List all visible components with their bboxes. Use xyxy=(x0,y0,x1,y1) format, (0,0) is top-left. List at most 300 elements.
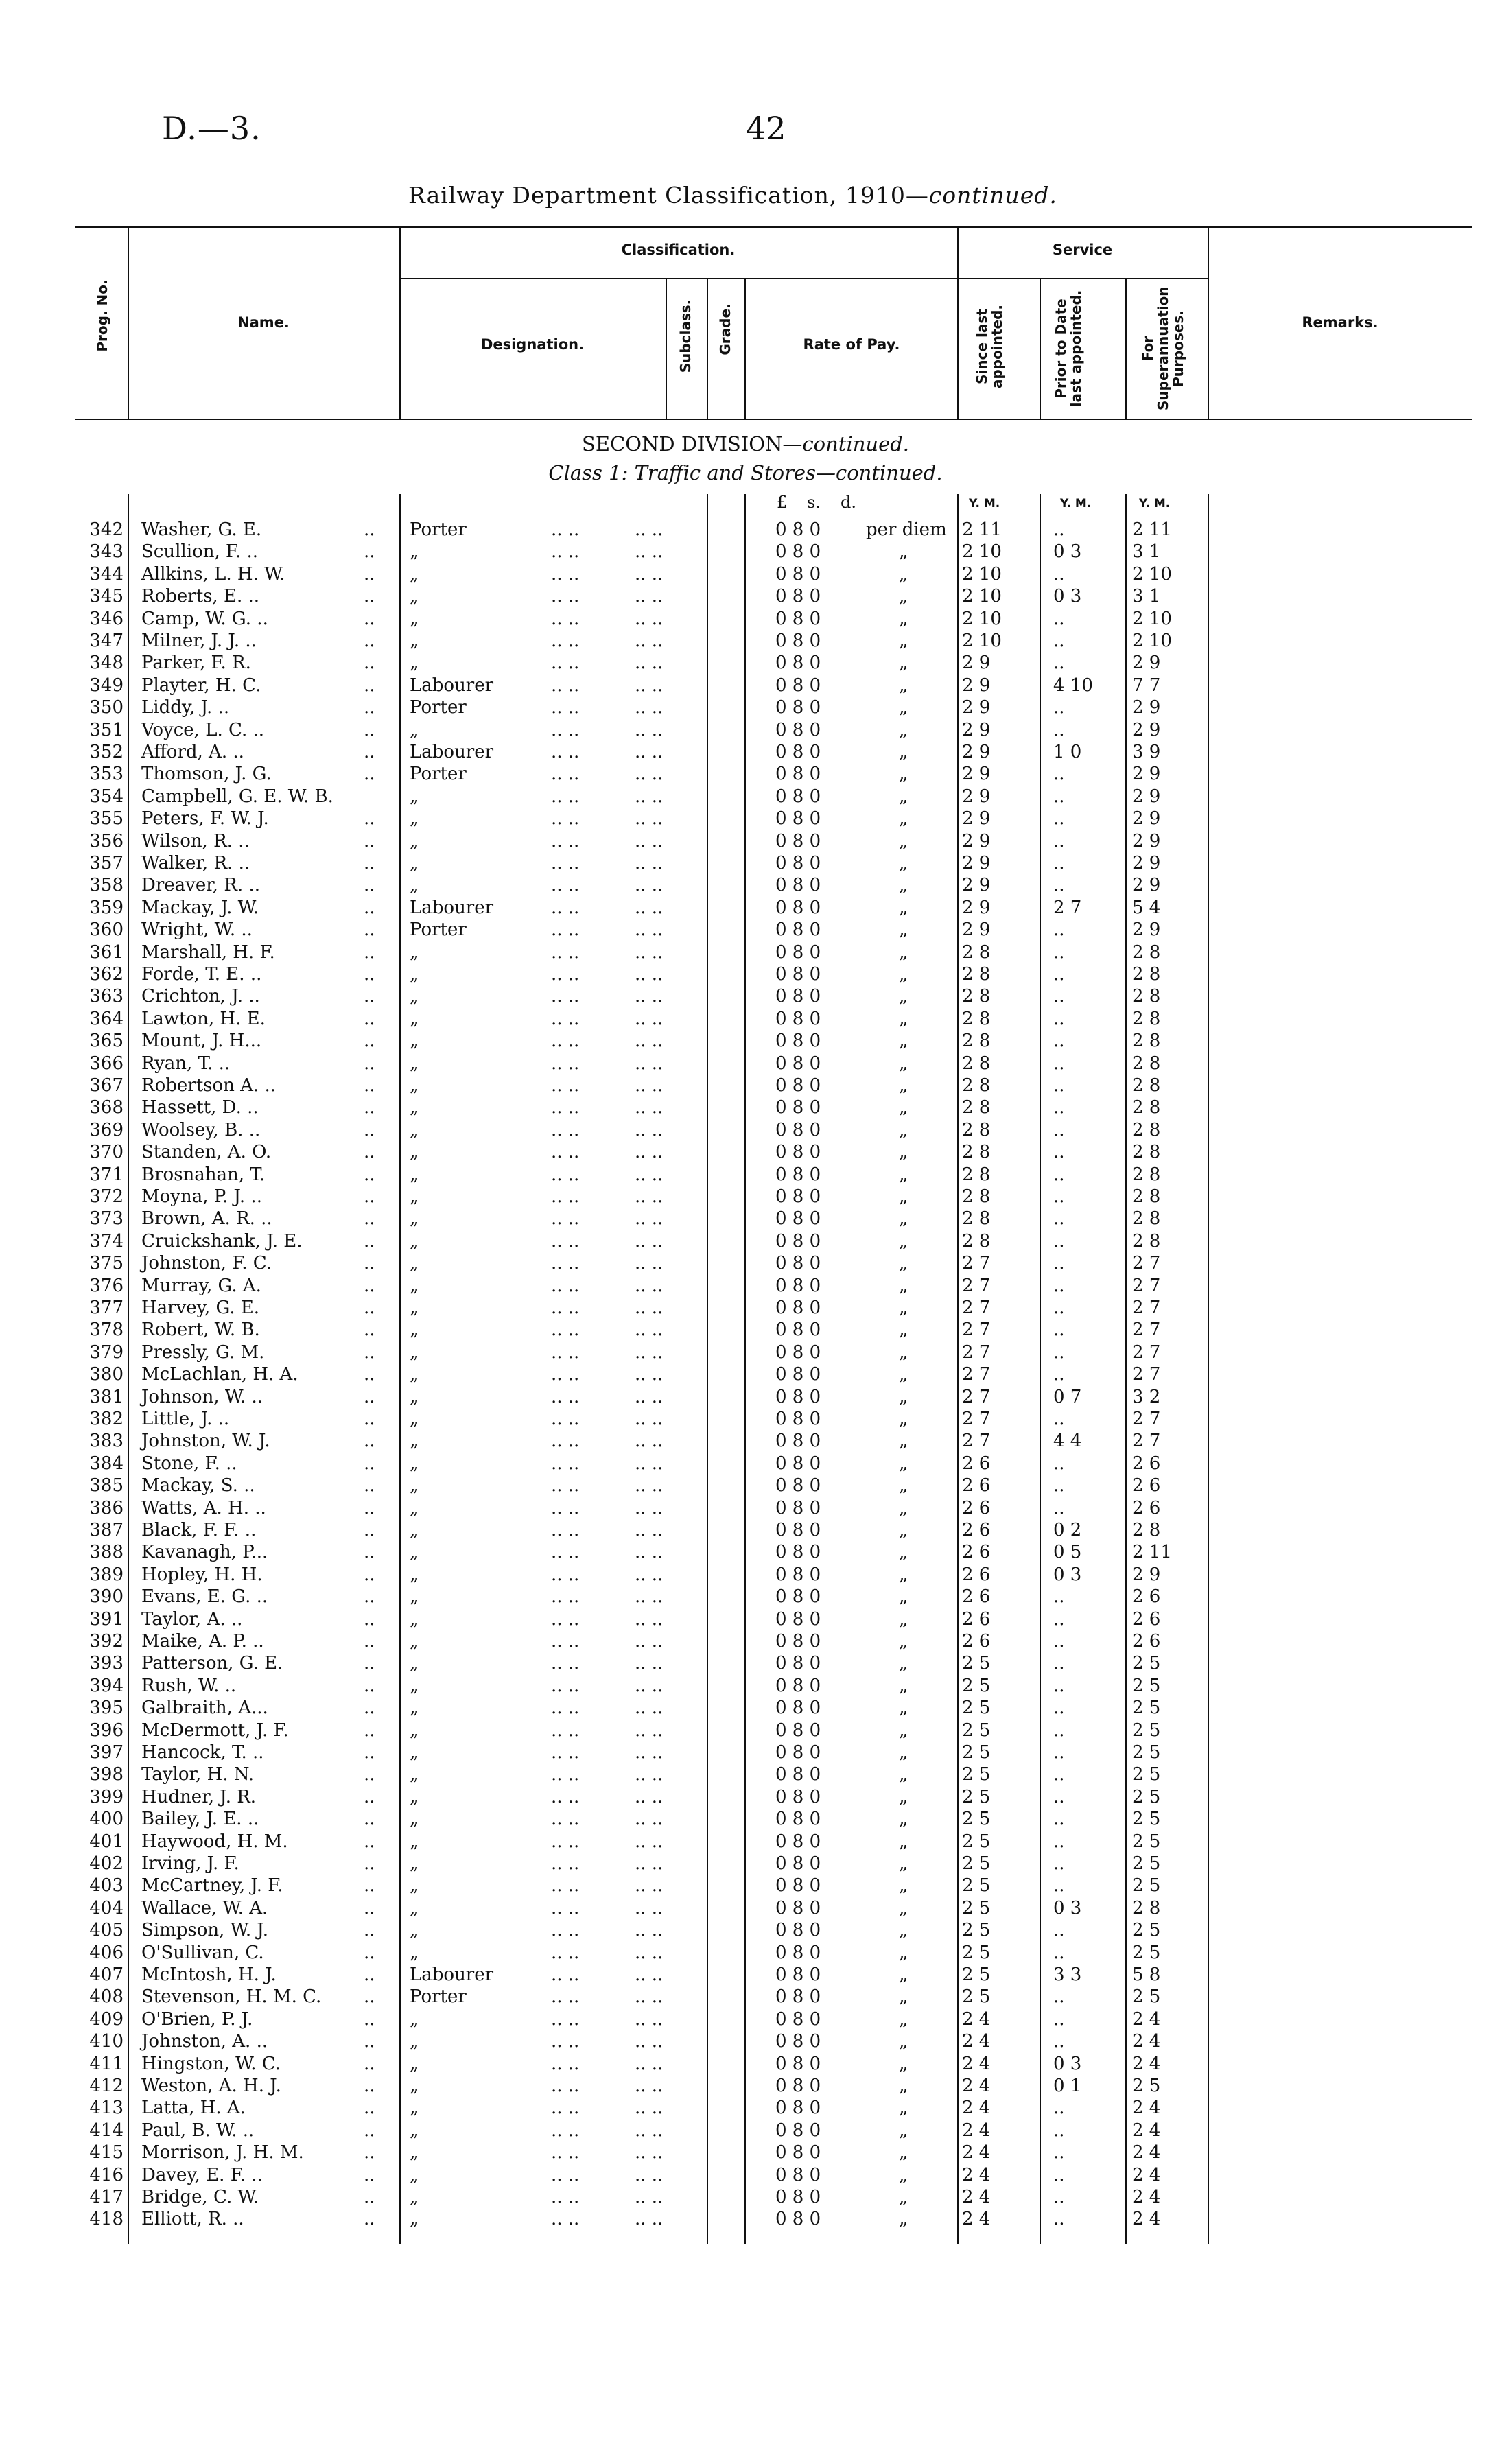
leader-dots: .. xyxy=(364,2142,375,2163)
rate-of-pay: 0 8 0 xyxy=(775,830,821,852)
leader-dots: .. .. xyxy=(551,2076,580,2096)
staff-name: Wallace, W. A. xyxy=(141,1897,268,1919)
service-superannuation: 2 8 xyxy=(1132,941,1161,963)
leader-dots: .. .. xyxy=(551,1431,580,1452)
service-prior: .. xyxy=(1053,1409,1065,1429)
rate-of-pay: 0 8 0 xyxy=(775,541,821,563)
rate-of-pay: 0 8 0 xyxy=(775,986,821,1007)
service-superannuation: 2 8 xyxy=(1132,1164,1161,1185)
leader-dots: .. xyxy=(364,541,375,563)
table-row xyxy=(0,1230,1491,1253)
service-since-appointed: 2 10 xyxy=(962,586,1002,607)
rate-of-pay: 0 8 0 xyxy=(775,1431,821,1452)
prog-no: 405 xyxy=(89,1920,124,1941)
service-since-appointed: 2 8 xyxy=(962,1097,991,1118)
pay-period: „ xyxy=(899,2076,908,2096)
staff-name: Johnston, W. J. xyxy=(141,1431,270,1452)
leader-dots: .. xyxy=(364,608,375,629)
service-prior: .. xyxy=(1053,853,1065,873)
prog-no: 366 xyxy=(89,1053,124,1074)
pay-period: per diem xyxy=(866,519,947,540)
table-row xyxy=(0,1096,1491,1119)
service-prior: .. xyxy=(1053,1675,1065,1696)
rate-of-pay: 0 8 0 xyxy=(775,2187,821,2207)
rate-of-pay: 0 8 0 xyxy=(775,1364,821,1385)
service-superannuation: 2 5 xyxy=(1132,1875,1161,1897)
service-since-appointed: 2 9 xyxy=(962,697,991,718)
table-row xyxy=(0,1275,1491,1298)
prog-no: 369 xyxy=(89,1119,124,1140)
leader-dots: .. .. xyxy=(551,1542,580,1563)
title-main: Railway Department Classification, 1910— xyxy=(408,182,929,209)
pay-period: „ xyxy=(899,1675,908,1696)
leader-dots: .. xyxy=(364,1497,375,1518)
service-prior: .. xyxy=(1053,1275,1065,1296)
designation: „ xyxy=(410,1653,419,1674)
staff-name: Washer, G. E. xyxy=(141,519,262,540)
leader-dots: .. .. xyxy=(551,563,580,585)
prog-no: 410 xyxy=(89,2031,124,2052)
staff-name: Voyce, L. C. .. xyxy=(141,719,265,740)
staff-name: Woolsey, B. .. xyxy=(141,1119,261,1140)
pay-period: „ xyxy=(899,1786,908,1807)
table-row xyxy=(0,652,1491,674)
service-since-appointed: 2 4 xyxy=(962,2053,991,2074)
service-prior: 0 1 xyxy=(1053,2076,1082,2096)
leader-dots: .. xyxy=(364,897,375,918)
leader-dots: .. .. xyxy=(551,1164,580,1185)
service-superannuation: 2 4 xyxy=(1132,2142,1161,2163)
leader-dots: .. .. xyxy=(635,2031,664,2052)
rate-of-pay: 0 8 0 xyxy=(775,1386,821,1407)
prog-no: 346 xyxy=(89,608,124,629)
table-row xyxy=(0,1986,1491,2008)
table-row xyxy=(0,1630,1491,1653)
designation: „ xyxy=(410,1920,419,1941)
service-since-appointed: 2 7 xyxy=(962,1431,991,1452)
service-since-appointed: 2 8 xyxy=(962,1031,991,1052)
designation: „ xyxy=(410,1097,419,1118)
leader-dots: .. .. xyxy=(551,541,580,563)
staff-name: Maike, A. P. .. xyxy=(141,1631,264,1652)
leader-dots: .. .. xyxy=(551,631,580,651)
service-since-appointed: 2 6 xyxy=(962,1453,991,1474)
header-bottom-rule xyxy=(75,419,1472,420)
prog-no: 372 xyxy=(89,1186,124,1207)
service-superannuation: 2 9 xyxy=(1132,875,1161,896)
prog-no: 394 xyxy=(89,1675,124,1696)
service-superannuation: 2 8 xyxy=(1132,1097,1161,1118)
leader-dots: .. xyxy=(364,2120,375,2141)
designation: „ xyxy=(410,1386,419,1407)
leader-dots: .. .. xyxy=(551,941,580,963)
service-since-appointed: 2 8 xyxy=(962,1053,991,1074)
service-since-appointed: 2 5 xyxy=(962,1698,991,1719)
pay-period: „ xyxy=(899,1075,908,1096)
table-row xyxy=(0,2008,1491,2031)
designation: Porter xyxy=(410,919,467,941)
leader-dots: .. .. xyxy=(635,519,664,540)
table-row xyxy=(0,1408,1491,1431)
table-row xyxy=(0,2208,1491,2231)
table-row xyxy=(0,1608,1491,1631)
service-since-appointed: 2 5 xyxy=(962,1675,991,1696)
designation: „ xyxy=(410,1586,419,1608)
pay-period: „ xyxy=(899,853,908,873)
table-row xyxy=(0,874,1491,897)
designation: „ xyxy=(410,1809,419,1830)
table-row xyxy=(0,1497,1491,1520)
leader-dots: .. xyxy=(364,1964,375,1985)
leader-dots: .. .. xyxy=(635,1298,664,1318)
leader-dots: .. .. xyxy=(551,1964,580,1985)
pay-period: „ xyxy=(899,1364,908,1385)
table-row xyxy=(0,1942,1491,1964)
service-prior: .. xyxy=(1053,697,1065,718)
staff-name: Roberts, E. .. xyxy=(141,586,260,607)
service-prior: .. xyxy=(1053,1653,1065,1674)
designation: „ xyxy=(410,1542,419,1563)
leader-dots: .. .. xyxy=(635,719,664,740)
rate-of-pay: 0 8 0 xyxy=(775,1964,821,1985)
designation: „ xyxy=(410,1186,419,1207)
service-superannuation: 2 5 xyxy=(1132,1809,1161,1830)
pay-period: „ xyxy=(899,1764,908,1785)
service-since-appointed: 2 5 xyxy=(962,1720,991,1741)
leader-dots: .. .. xyxy=(551,519,580,540)
service-since-appointed: 2 7 xyxy=(962,1386,991,1407)
service-prior: .. xyxy=(1053,1586,1065,1608)
service-prior: 4 10 xyxy=(1053,674,1093,696)
pay-period: „ xyxy=(899,719,908,740)
leader-dots: .. .. xyxy=(635,1075,664,1096)
table-row xyxy=(0,1652,1491,1675)
leader-dots: .. .. xyxy=(551,2053,580,2074)
rate-of-pay: 0 8 0 xyxy=(775,631,821,651)
staff-name: McIntosh, H. J. xyxy=(141,1964,277,1985)
table-row xyxy=(0,2053,1491,2076)
table-row xyxy=(0,1875,1491,1897)
designation: „ xyxy=(410,2098,419,2119)
designation: „ xyxy=(410,2031,419,2052)
designation: „ xyxy=(410,2053,419,2074)
pay-period: „ xyxy=(899,653,908,674)
rate-of-pay: 0 8 0 xyxy=(775,1653,821,1674)
leader-dots: .. .. xyxy=(551,1186,580,1207)
leader-dots: .. .. xyxy=(551,1742,580,1763)
pay-period: „ xyxy=(899,1142,908,1163)
table-row xyxy=(0,1475,1491,1497)
rate-of-pay: 0 8 0 xyxy=(775,1986,821,2008)
division-text: SECOND DIVISION— xyxy=(581,432,803,456)
staff-name: Parker, F. R. xyxy=(141,653,251,674)
service-prior: .. xyxy=(1053,786,1065,807)
table-row xyxy=(0,630,1491,653)
leader-dots: .. xyxy=(364,2076,375,2096)
prog-no: 413 xyxy=(89,2098,124,2119)
service-prior: .. xyxy=(1053,1920,1065,1941)
leader-dots: .. .. xyxy=(551,2209,580,2230)
leader-dots: .. xyxy=(364,853,375,873)
leader-dots: .. .. xyxy=(551,1564,580,1585)
service-prior: .. xyxy=(1053,1853,1065,1874)
designation: Labourer xyxy=(410,742,494,762)
prog-no: 358 xyxy=(89,875,124,896)
leader-dots: .. xyxy=(364,1853,375,1874)
designation: „ xyxy=(410,541,419,563)
service-since-appointed: 2 4 xyxy=(962,2008,991,2030)
pay-period: „ xyxy=(899,631,908,651)
service-superannuation: 5 8 xyxy=(1132,1964,1161,1985)
service-prior: .. xyxy=(1053,1364,1065,1385)
service-superannuation: 2 8 xyxy=(1132,1186,1161,1207)
rate-of-pay: 0 8 0 xyxy=(775,2209,821,2230)
service-header: Service xyxy=(1052,242,1113,258)
service-since-appointed: 2 8 xyxy=(962,986,991,1007)
service-prior: 3 3 xyxy=(1053,1964,1082,1985)
service-superannuation: 2 7 xyxy=(1132,1298,1161,1318)
table-row xyxy=(0,830,1491,853)
staff-name: Elliott, R. .. xyxy=(141,2209,244,2230)
leader-dots: .. .. xyxy=(635,674,664,696)
service-superannuation: 2 4 xyxy=(1132,2053,1161,2074)
leader-dots: .. xyxy=(364,1164,375,1185)
rate-of-pay: 0 8 0 xyxy=(775,1097,821,1118)
staff-name: McCartney, J. F. xyxy=(141,1875,283,1897)
service-prior: .. xyxy=(1053,2008,1065,2030)
pay-period: „ xyxy=(899,919,908,941)
leader-dots: .. .. xyxy=(551,2031,580,2052)
units-shillings: s. xyxy=(807,493,821,512)
service-prior: .. xyxy=(1053,764,1065,785)
prog-no: 347 xyxy=(89,631,124,651)
table-row xyxy=(0,1430,1491,1453)
rate-of-pay: 0 8 0 xyxy=(775,1341,821,1363)
service-superannuation: 2 8 xyxy=(1132,1208,1161,1230)
service-prior: .. xyxy=(1053,2142,1065,2163)
leader-dots: .. xyxy=(364,1875,375,1897)
rate-of-pay: 0 8 0 xyxy=(775,742,821,762)
units-pounds: £ xyxy=(777,493,788,512)
prog-no: 343 xyxy=(89,541,124,563)
pay-period: „ xyxy=(899,1564,908,1585)
service-since-appointed: 2 9 xyxy=(962,875,991,896)
staff-name: Peters, F. W. J. xyxy=(141,808,269,830)
leader-dots: .. .. xyxy=(551,697,580,718)
service-prior: .. xyxy=(1053,2031,1065,2052)
leader-dots: .. xyxy=(364,1831,375,1852)
service-since-appointed: 2 5 xyxy=(962,1897,991,1919)
staff-name: Taylor, H. N. xyxy=(141,1764,255,1785)
pay-period: „ xyxy=(899,2187,908,2207)
service-since-appointed: 2 4 xyxy=(962,2031,991,2052)
service-prior: .. xyxy=(1053,1786,1065,1807)
leader-dots: .. .. xyxy=(635,742,664,762)
designation: „ xyxy=(410,1853,419,1874)
pay-period: „ xyxy=(899,964,908,985)
leader-dots: .. .. xyxy=(635,1786,664,1807)
pay-period: „ xyxy=(899,897,908,918)
staff-name: Hingston, W. C. xyxy=(141,2053,281,2074)
leader-dots: .. xyxy=(364,1986,375,2008)
designation: „ xyxy=(410,1453,419,1474)
staff-name: Mackay, S. .. xyxy=(141,1475,255,1497)
service-since-appointed: 2 10 xyxy=(962,631,1002,651)
designation: „ xyxy=(410,653,419,674)
pay-period: „ xyxy=(899,1053,908,1074)
designation: „ xyxy=(410,1319,419,1341)
staff-name: Watts, A. H. .. xyxy=(141,1497,266,1518)
units-prior: Y. M. xyxy=(1060,497,1092,511)
staff-name: Hassett, D. .. xyxy=(141,1097,259,1118)
subclass-header: Subclass. xyxy=(677,299,694,373)
prog-no: 382 xyxy=(89,1409,124,1429)
service-since-appointed: 2 8 xyxy=(962,964,991,985)
pay-period: „ xyxy=(899,742,908,762)
staff-name: Ryan, T. .. xyxy=(141,1053,231,1074)
service-superannuation: 2 10 xyxy=(1132,563,1172,585)
prog-no: 415 xyxy=(89,2142,124,2163)
prog-no: 376 xyxy=(89,1275,124,1296)
table-row xyxy=(0,2142,1491,2164)
leader-dots: .. .. xyxy=(635,1586,664,1608)
staff-name: Playter, H. C. xyxy=(141,674,261,696)
leader-dots: .. .. xyxy=(551,1497,580,1518)
prog-no: 385 xyxy=(89,1475,124,1497)
service-superannuation: 2 8 xyxy=(1132,1142,1161,1163)
staff-name: Little, J. .. xyxy=(141,1409,230,1429)
staff-name: Marshall, H. F. xyxy=(141,941,275,963)
pay-period: „ xyxy=(899,1631,908,1652)
service-superannuation: 2 9 xyxy=(1132,919,1161,941)
prog-no: 408 xyxy=(89,1986,124,2008)
leader-dots: .. .. xyxy=(551,608,580,629)
leader-dots: .. xyxy=(364,563,375,585)
designation: „ xyxy=(410,1341,419,1363)
leader-dots: .. .. xyxy=(635,1675,664,1696)
staff-name: Wright, W. .. xyxy=(141,919,253,941)
leader-dots: .. xyxy=(364,1653,375,1674)
prog-no: 387 xyxy=(89,1520,124,1540)
staff-name: Dreaver, R. .. xyxy=(141,875,260,896)
service-since-appointed: 2 9 xyxy=(962,674,991,696)
staff-name: Mackay, J. W. xyxy=(141,897,259,918)
leader-dots: .. .. xyxy=(551,1275,580,1296)
rate-of-pay: 0 8 0 xyxy=(775,808,821,830)
table-row xyxy=(0,2097,1491,2120)
staff-name: Taylor, A. .. xyxy=(141,1608,243,1630)
leader-dots: .. .. xyxy=(635,653,664,674)
prog-no: 392 xyxy=(89,1631,124,1652)
service-since-appointed: 2 7 xyxy=(962,1409,991,1429)
leader-dots: .. .. xyxy=(635,986,664,1007)
service-prior: 0 3 xyxy=(1053,2053,1082,2074)
leader-dots: .. .. xyxy=(635,1431,664,1452)
service-prior: .. xyxy=(1053,2120,1065,2141)
rate-of-pay: 0 8 0 xyxy=(775,1253,821,1274)
designation: „ xyxy=(410,1497,419,1518)
service-since-appointed: 2 4 xyxy=(962,2164,991,2185)
service-since-appointed: 2 4 xyxy=(962,2209,991,2230)
leader-dots: .. xyxy=(364,1097,375,1118)
service-since-appointed: 2 5 xyxy=(962,1786,991,1807)
service-since-appointed: 2 8 xyxy=(962,1230,991,1252)
staff-name: Johnson, W. .. xyxy=(141,1386,263,1407)
document-reference: D.—3. xyxy=(162,110,261,147)
rate-of-pay: 0 8 0 xyxy=(775,608,821,629)
table-row xyxy=(0,563,1491,586)
pay-period: „ xyxy=(899,1475,908,1497)
prog-no: 359 xyxy=(89,897,124,918)
service-prior: .. xyxy=(1053,1831,1065,1852)
table-row xyxy=(0,852,1491,875)
leader-dots: .. .. xyxy=(551,1720,580,1741)
prog-no: 407 xyxy=(89,1964,124,1985)
pay-period: „ xyxy=(899,1097,908,1118)
service-superannuation: 2 4 xyxy=(1132,2187,1161,2207)
table-row xyxy=(0,1808,1491,1831)
rate-of-pay: 0 8 0 xyxy=(775,1298,821,1318)
leader-dots: .. .. xyxy=(635,1986,664,2008)
prog-no: 360 xyxy=(89,919,124,941)
service-since-appointed: 2 6 xyxy=(962,1497,991,1518)
service-since-appointed: 2 5 xyxy=(962,1853,991,1874)
prog-no: 377 xyxy=(89,1298,124,1318)
prog-no: 362 xyxy=(89,964,124,985)
prog-no: 401 xyxy=(89,1831,124,1852)
rate-of-pay: 0 8 0 xyxy=(775,2120,821,2141)
division-continued: continued. xyxy=(802,432,910,456)
service-prior: 0 3 xyxy=(1053,1564,1082,1585)
leader-dots: .. .. xyxy=(551,1075,580,1096)
rate-of-pay: 0 8 0 xyxy=(775,786,821,807)
designation: „ xyxy=(410,1164,419,1185)
service-since-appointed: 2 6 xyxy=(962,1542,991,1563)
rate-of-pay: 0 8 0 xyxy=(775,1409,821,1429)
service-prior: 0 3 xyxy=(1053,541,1082,563)
leader-dots: .. xyxy=(364,1319,375,1341)
service-since-appointed: 2 5 xyxy=(962,1764,991,1785)
pay-period: „ xyxy=(899,563,908,585)
leader-dots: .. xyxy=(364,1564,375,1585)
prog-no: 389 xyxy=(89,1564,124,1585)
rate-of-pay: 0 8 0 xyxy=(775,1853,821,1874)
staff-name: Evans, E. G. .. xyxy=(141,1586,268,1608)
leader-dots: .. .. xyxy=(635,1453,664,1474)
leader-dots: .. .. xyxy=(551,1319,580,1341)
designation: Porter xyxy=(410,519,467,540)
prog-no: 414 xyxy=(89,2120,124,2141)
service-superannuation: 2 5 xyxy=(1132,1742,1161,1763)
service-prior: .. xyxy=(1053,1298,1065,1318)
staff-name: Walker, R. .. xyxy=(141,853,250,873)
rate-of-pay: 0 8 0 xyxy=(775,1008,821,1029)
service-since-appointed: 2 9 xyxy=(962,897,991,918)
rate-of-pay: 0 8 0 xyxy=(775,1942,821,1963)
service-since-appointed: 2 6 xyxy=(962,1608,991,1630)
service-since-appointed: 2 5 xyxy=(962,1986,991,2008)
designation: „ xyxy=(410,1631,419,1652)
leader-dots: .. xyxy=(364,1720,375,1741)
service-superannuation: 2 7 xyxy=(1132,1253,1161,1274)
service-since-appointed: 2 9 xyxy=(962,919,991,941)
table-row xyxy=(0,1919,1491,1942)
service-prior: .. xyxy=(1053,608,1065,629)
leader-dots: .. xyxy=(364,941,375,963)
service-superannuation: 2 5 xyxy=(1132,1831,1161,1852)
page-title xyxy=(408,182,1057,209)
leader-dots: .. .. xyxy=(635,1742,664,1763)
